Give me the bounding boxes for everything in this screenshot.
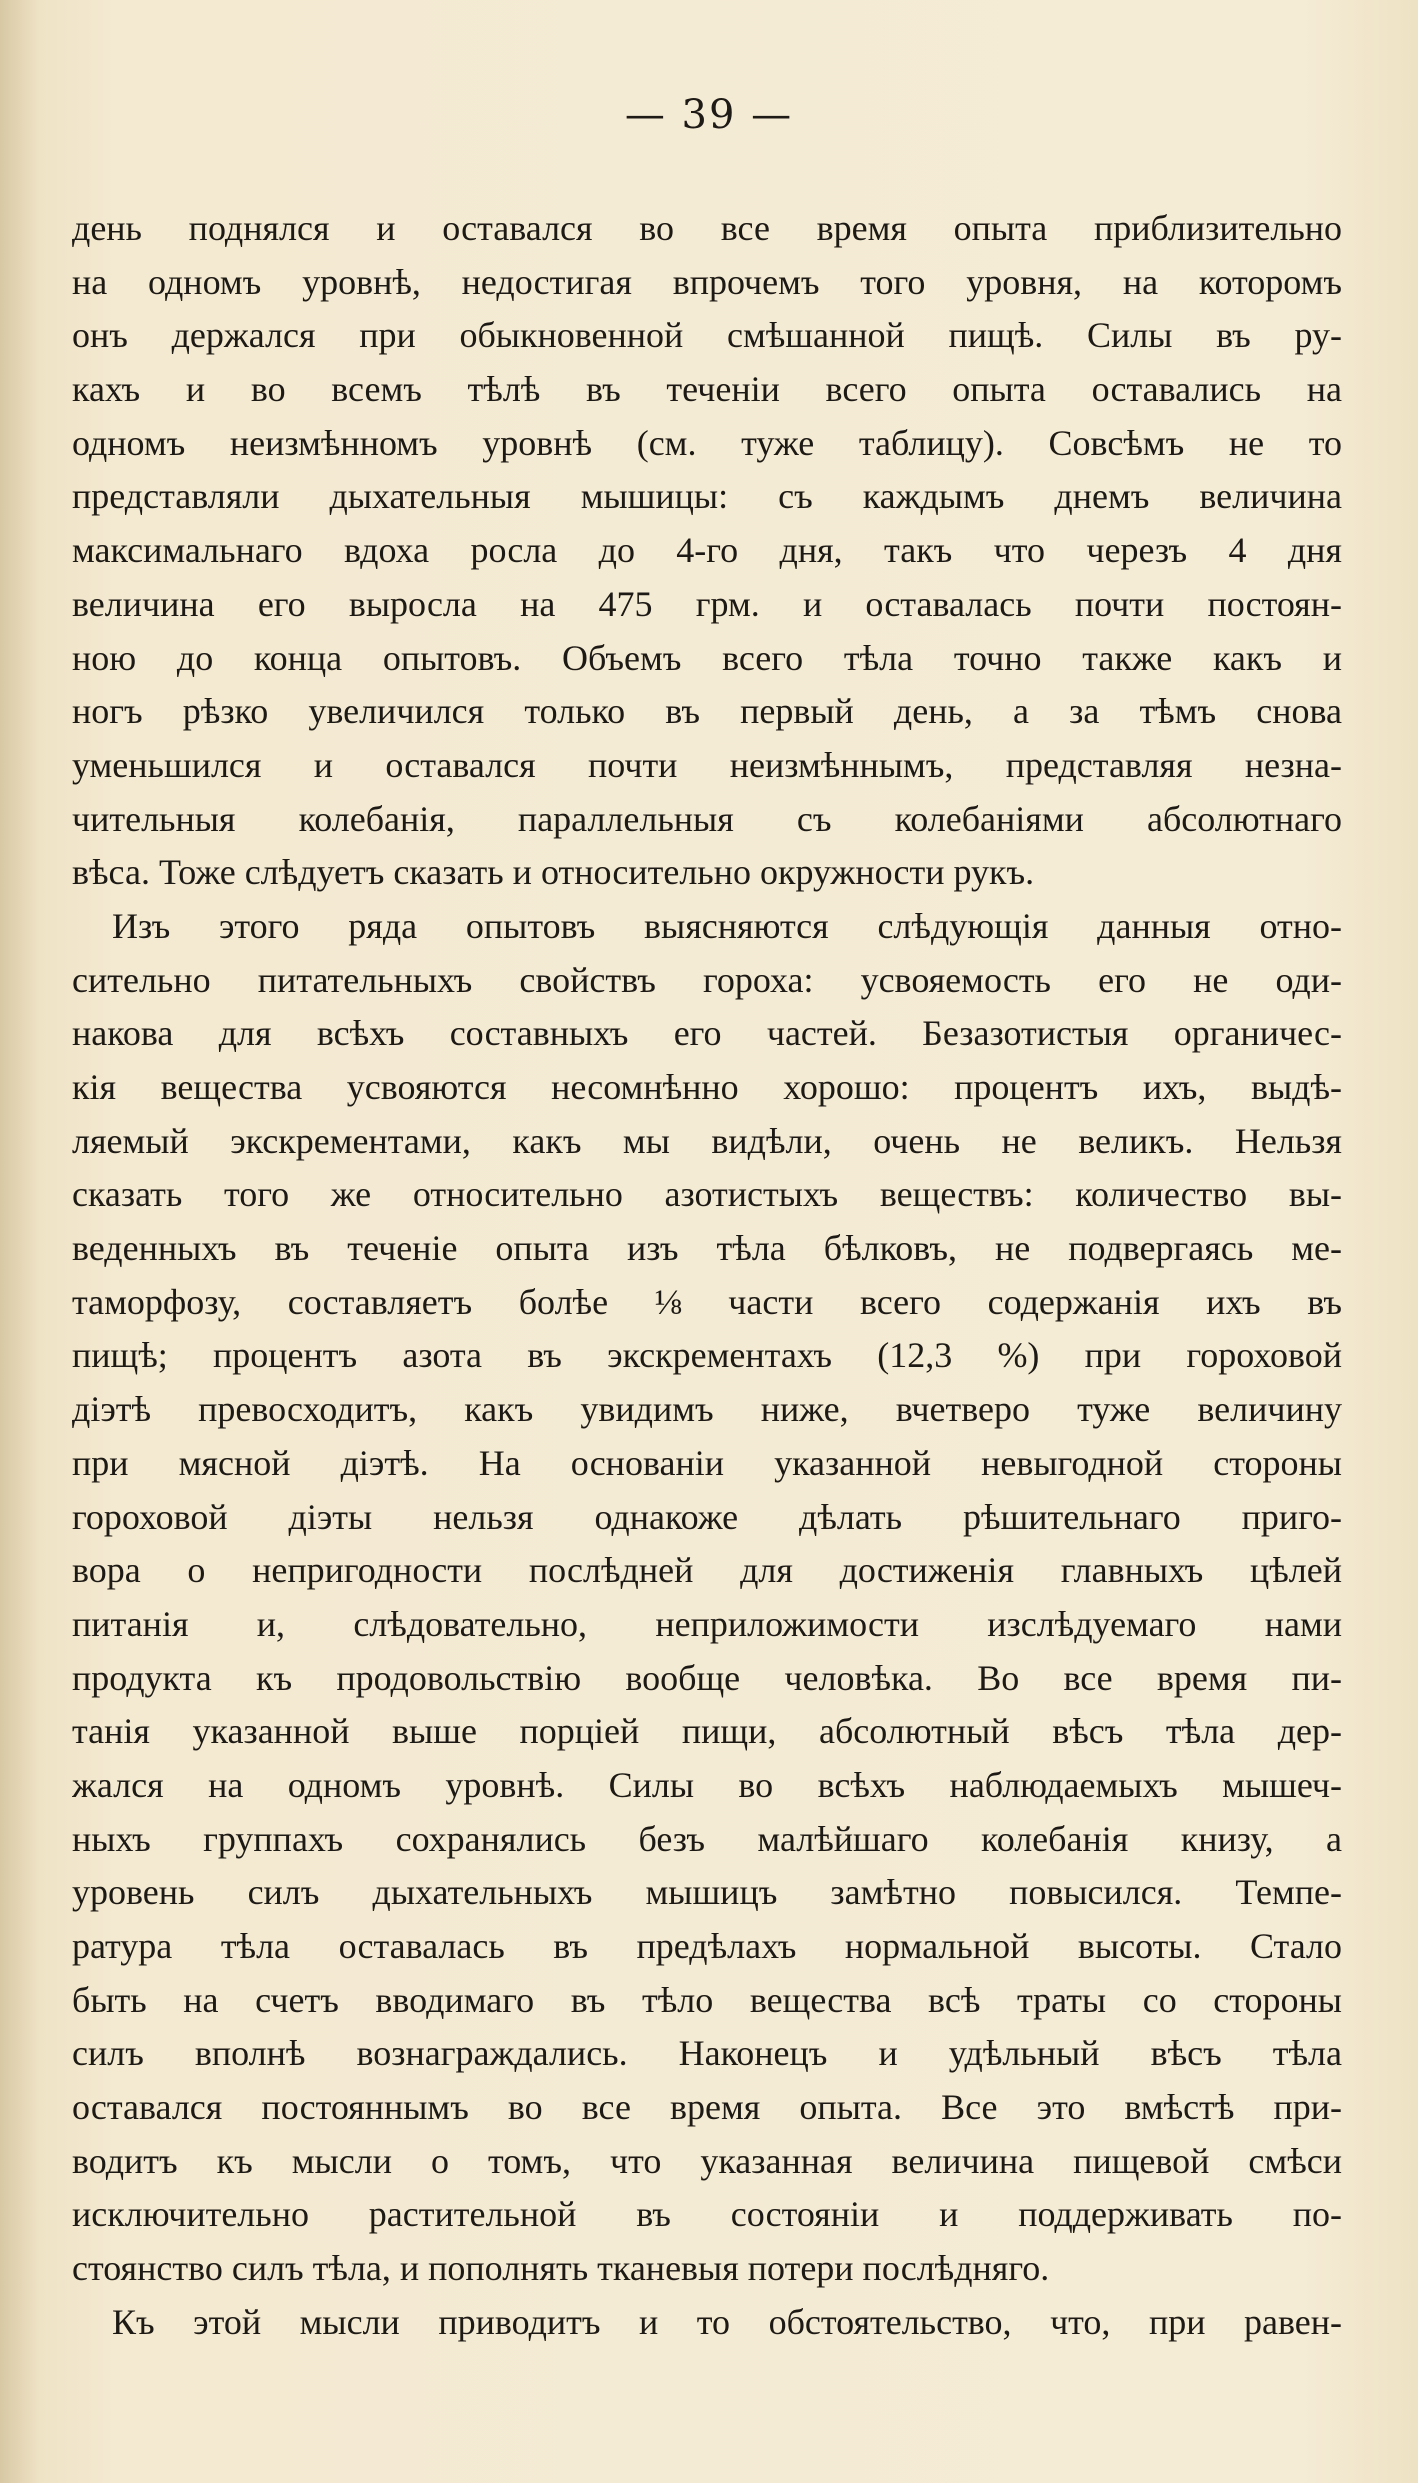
text-line: Къ этой мысли приводитъ и то обстоятельство, что, при равен- — [112, 2301, 1342, 2342]
text-line: танія указанной выше порціей пищи, абсолютный вѣсъ тѣла дер- — [72, 1711, 1342, 1752]
text-line: Изъ этого ряда опытовъ выясняются слѣдующія данныя отно- — [112, 905, 1342, 946]
text-line: максимальнаго вдоха росла до 4-го дня, такъ что черезъ 4 дня — [72, 530, 1342, 571]
text-line: чительныя колебанія, параллельныя съ колебаніями абсолютнаго — [72, 798, 1342, 839]
text-line: представляли дыхательныя мышицы: съ каждымъ днемъ величина — [72, 476, 1342, 517]
text-line: веденныхъ въ теченіе опыта изъ тѣла бѣлковъ, не подвергаясь ме- — [72, 1228, 1342, 1269]
body-text — [72, 202, 1342, 2350]
text-line: оставался постояннымъ во все время опыта. Все это вмѣстѣ при- — [72, 2087, 1342, 2128]
text-line: ною до конца опытовъ. Объемъ всего тѣла точно также какъ и — [72, 637, 1342, 678]
text-line: онъ держался при обыкновенной смѣшанной пищѣ. Силы въ ру- — [72, 315, 1342, 356]
text-line: водитъ къ мысли о томъ, что указанная величина пищевой смѣси — [72, 2140, 1342, 2181]
text-line: величина его выросла на 475 грм. и оставалась почти постоян- — [72, 583, 1342, 624]
text-line: кахъ и во всемъ тѣлѣ въ теченіи всего опыта оставались на — [72, 369, 1342, 410]
page-number: — 39 — — [624, 92, 794, 138]
text-line: уменьшился и оставался почти неизмѣннымъ, представляя незна- — [72, 744, 1342, 785]
text-line: сительно питательныхъ свойствъ гороха: усвояемость его не оди- — [72, 959, 1342, 1000]
text-line: діэтѣ превосходитъ, какъ увидимъ ниже, вчетверо туже величину — [72, 1389, 1342, 1430]
text-line: ногъ рѣзко увеличился только въ первый день, а за тѣмъ снова — [72, 691, 1342, 732]
text-line: ныхъ группахъ сохранялись безъ малѣйшаго колебанія книзу, а — [72, 1818, 1342, 1859]
text-line: таморфозу, составляетъ болѣе ⅛ части всего содержанія ихъ въ — [72, 1281, 1342, 1322]
text-line: пищѣ; процентъ азота въ экскрементахъ (12,3 %) при гороховой — [72, 1335, 1342, 1376]
text-line: стоянство силъ тѣла, и пополнять тканевыя потери послѣдняго. — [72, 2248, 1050, 2289]
text-line: вора о непригодности послѣдней для достиженія главныхъ цѣлей — [72, 1550, 1342, 1591]
text-line: одномъ неизмѣнномъ уровнѣ (см. туже таблицу). Совсѣмъ не то — [72, 422, 1342, 463]
text-line: ратура тѣла оставалась въ предѣлахъ нормальной высоты. Стало — [72, 1926, 1342, 1966]
text-line: продукта къ продовольствію вообще человѣка. Во все время пи- — [72, 1657, 1342, 1698]
text-line: вѣса. Тоже слѣдуетъ сказать и относительно окружности рукъ. — [72, 852, 1035, 893]
text-line: жался на одномъ уровнѣ. Силы во всѣхъ наблюдаемыхъ мышеч- — [72, 1764, 1342, 1805]
text-line: ляемый экскрементами, какъ мы видѣли, очень не великъ. Нельзя — [72, 1120, 1342, 1161]
text-line: уровень силъ дыхательныхъ мышицъ замѣтно повысился. Темпе- — [72, 1872, 1342, 1913]
text-line: сказать того же относительно азотистыхъ веществъ: количество вы- — [72, 1174, 1342, 1215]
text-line: силъ вполнѣ вознаграждались. Наконецъ и удѣльный вѣсъ тѣла — [72, 2033, 1342, 2074]
text-line: питанія и, слѣдовательно, неприложимости изслѣдуемаго нами — [72, 1603, 1342, 1644]
text-line: гороховой діэты нельзя однакоже дѣлать рѣшительнаго приго- — [72, 1496, 1342, 1537]
text-line: накова для всѣхъ составныхъ его частей. Безазотистыя органичес- — [72, 1013, 1342, 1054]
text-line: на одномъ уровнѣ, недостигая впрочемъ того уровня, на которомъ — [72, 261, 1342, 302]
text-line: исключительно растительной въ состояніи и поддерживать по- — [72, 2194, 1342, 2235]
text-line: день поднялся и оставался во все время опыта приблизительно — [72, 208, 1342, 248]
text-line: при мясной діэтѣ. На основаніи указанной невыгодной стороны — [72, 1442, 1342, 1483]
text-line: быть на счетъ вводимаго въ тѣло вещества всѣ траты со стороны — [72, 1979, 1342, 2020]
text-line: кія вещества усвояются несомнѣнно хорошо: процентъ ихъ, выдѣ- — [72, 1067, 1342, 1107]
